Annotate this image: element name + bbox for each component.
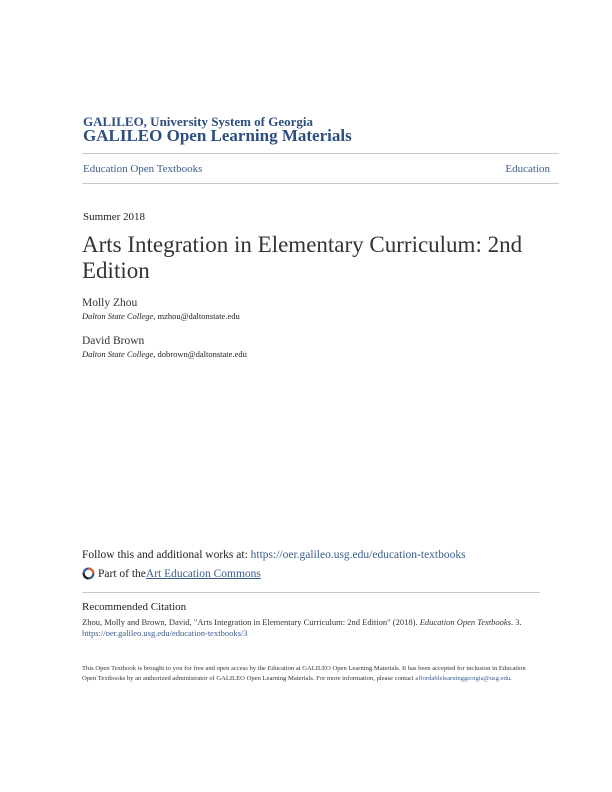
follow-line (82, 549, 466, 561)
author-affiliation (82, 349, 247, 359)
access-notice (82, 664, 534, 684)
notice-end: . (510, 675, 512, 682)
citation-series: Education Open Textbooks (419, 617, 511, 627)
citation-text (82, 617, 522, 639)
author-affiliation (82, 311, 240, 321)
education-link[interactable]: Education (505, 163, 550, 175)
affiliation-institution: Dalton State College (82, 311, 154, 321)
contact-email-link[interactable]: affordablelearninggeorgia@usg.edu (415, 675, 511, 682)
publication-date: Summer 2018 (83, 211, 146, 223)
series-title: GALILEO Open Learning Materials (83, 126, 352, 145)
affiliation-institution: Dalton State College (82, 349, 154, 359)
commons-network-icon (82, 567, 95, 580)
citation-heading: Recommended Citation (82, 601, 187, 613)
citation-url-link[interactable]: https://oer.galileo.usg.edu/education-textbooks/3 (82, 628, 248, 638)
follow-text: Follow this and additional works at: (82, 549, 251, 561)
part-of-text: Part of the (98, 567, 146, 580)
citation-divider (82, 592, 540, 593)
author-block (82, 297, 240, 321)
author-email: , mzhou@daltonstate.edu (153, 311, 240, 321)
notice-text: This Open Textbook is brought to you for free and open access by the Education at GALILEO Open Learning Materials. It has been accepted for inclusion in Education Open Textbooks by an authorized administrator of GALILEO Open Learning Materials. For more information, please contact (82, 665, 526, 682)
citation-number: . 3. (510, 617, 522, 627)
header-divider (82, 153, 559, 154)
nav-divider (82, 183, 559, 184)
author-block (82, 335, 247, 359)
author-email: , dobrown@daltonstate.edu (153, 349, 247, 359)
follow-url-link[interactable]: https://oer.galileo.usg.edu/education-textbooks (250, 549, 466, 561)
education-open-textbooks-link[interactable]: Education Open Textbooks (83, 163, 203, 175)
art-education-commons-link[interactable]: Art Education Commons (145, 567, 261, 580)
part-of-line (82, 567, 261, 580)
institution-name: GALILEO, University System of Georgia (83, 114, 314, 129)
citation-plain: Zhou, Molly and Brown, David, "Arts Integration in Elementary Curriculum: 2nd Edition" (2018). (82, 617, 420, 627)
author-name: David Brown (82, 335, 145, 347)
document-title: Arts Integration in Elementary Curriculum: 2nd Edition (82, 232, 523, 283)
author-name: Molly Zhou (82, 297, 138, 309)
